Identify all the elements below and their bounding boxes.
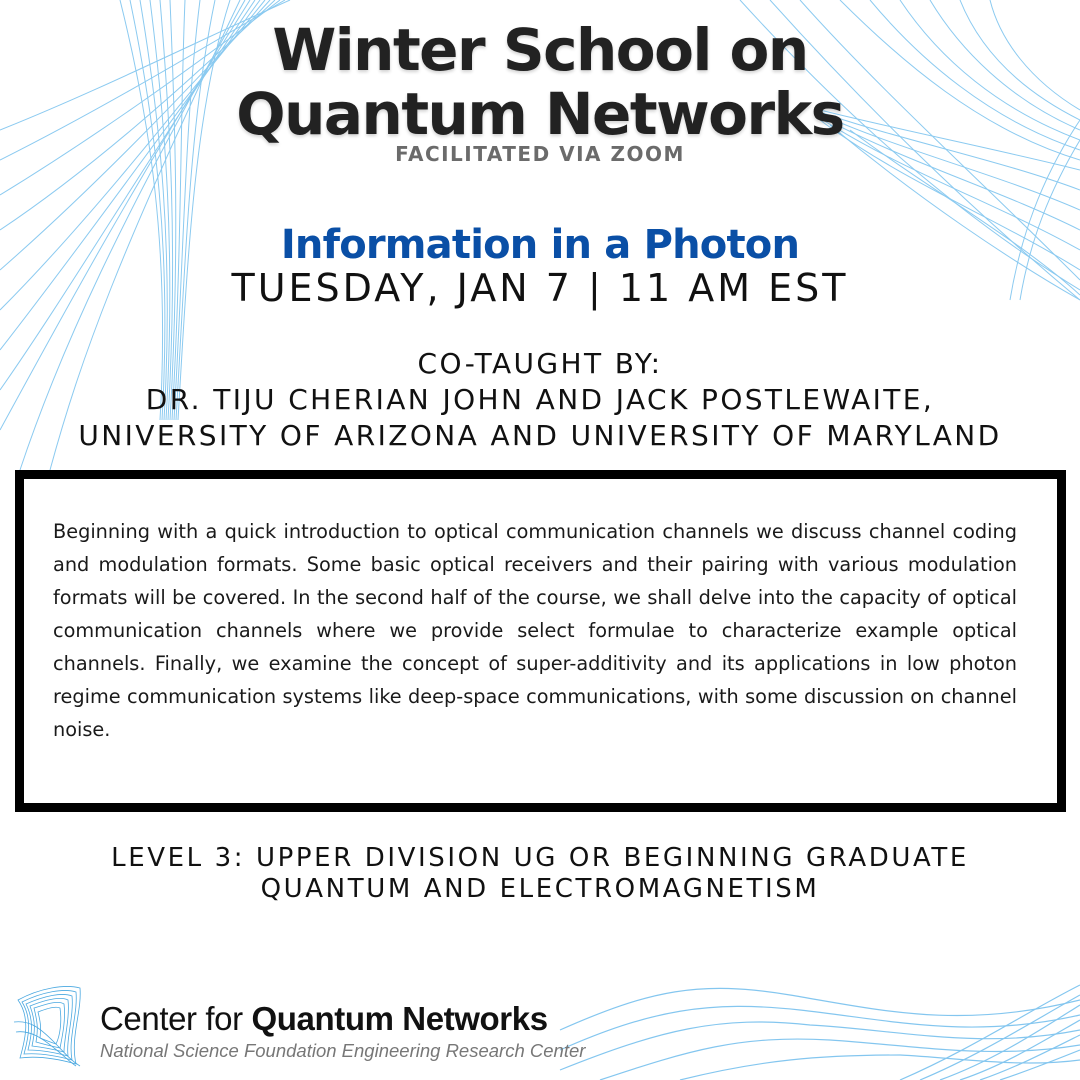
course-description: Beginning with a quick introduction to optical communication channels we discuss channel coding and modulation formats. Some basic optical receivers and their pairing with various modulation formats will be covered. In the second half of the course, we shall delve into the capacity of optical communication channels where we provide select formulae to characterize example optical channels. Finally, we examine the concept of super-additivity and its applications in low photon regime communication systems like deep-space communications, with some discussion on channel noise. xyxy=(53,520,1017,741)
instructors-label: CO-TAUGHT BY: xyxy=(417,347,663,380)
cqn-tagline: National Science Foundation Engineering Research Center xyxy=(100,1040,586,1061)
course-level xyxy=(0,843,1080,905)
event-title xyxy=(0,18,1080,146)
instructors-names: DR. TIJU CHERIAN JOHN AND JACK POSTLEWAITE, xyxy=(145,383,935,416)
event-subtitle: FACILITATED VIA ZOOM xyxy=(395,142,685,166)
description-box xyxy=(15,470,1066,812)
instructors-block xyxy=(0,346,1080,454)
course-level-line2: QUANTUM AND ELECTROMAGNETISM xyxy=(260,874,820,904)
cqn-logo xyxy=(10,982,610,1072)
event-title-line1: Winter School on xyxy=(272,16,808,84)
course-level-line1: LEVEL 3: UPPER DIVISION UG OR BEGINNING GRADUATE xyxy=(111,843,969,873)
cqn-wave-logo-icon xyxy=(10,982,88,1068)
org-name-prefix: Center for xyxy=(100,1000,252,1037)
session-title: Information in a Photon xyxy=(280,222,800,268)
instructors-affiliations: UNIVERSITY OF ARIZONA AND UNIVERSITY OF MARYLAND xyxy=(78,419,1002,452)
event-title-line2: Quantum Networks xyxy=(236,80,844,148)
org-name-bold: Quantum Networks xyxy=(251,1000,548,1037)
session-datetime: TUESDAY, JAN 7 | 11 AM EST xyxy=(231,266,849,310)
cqn-org-name xyxy=(100,1000,548,1038)
